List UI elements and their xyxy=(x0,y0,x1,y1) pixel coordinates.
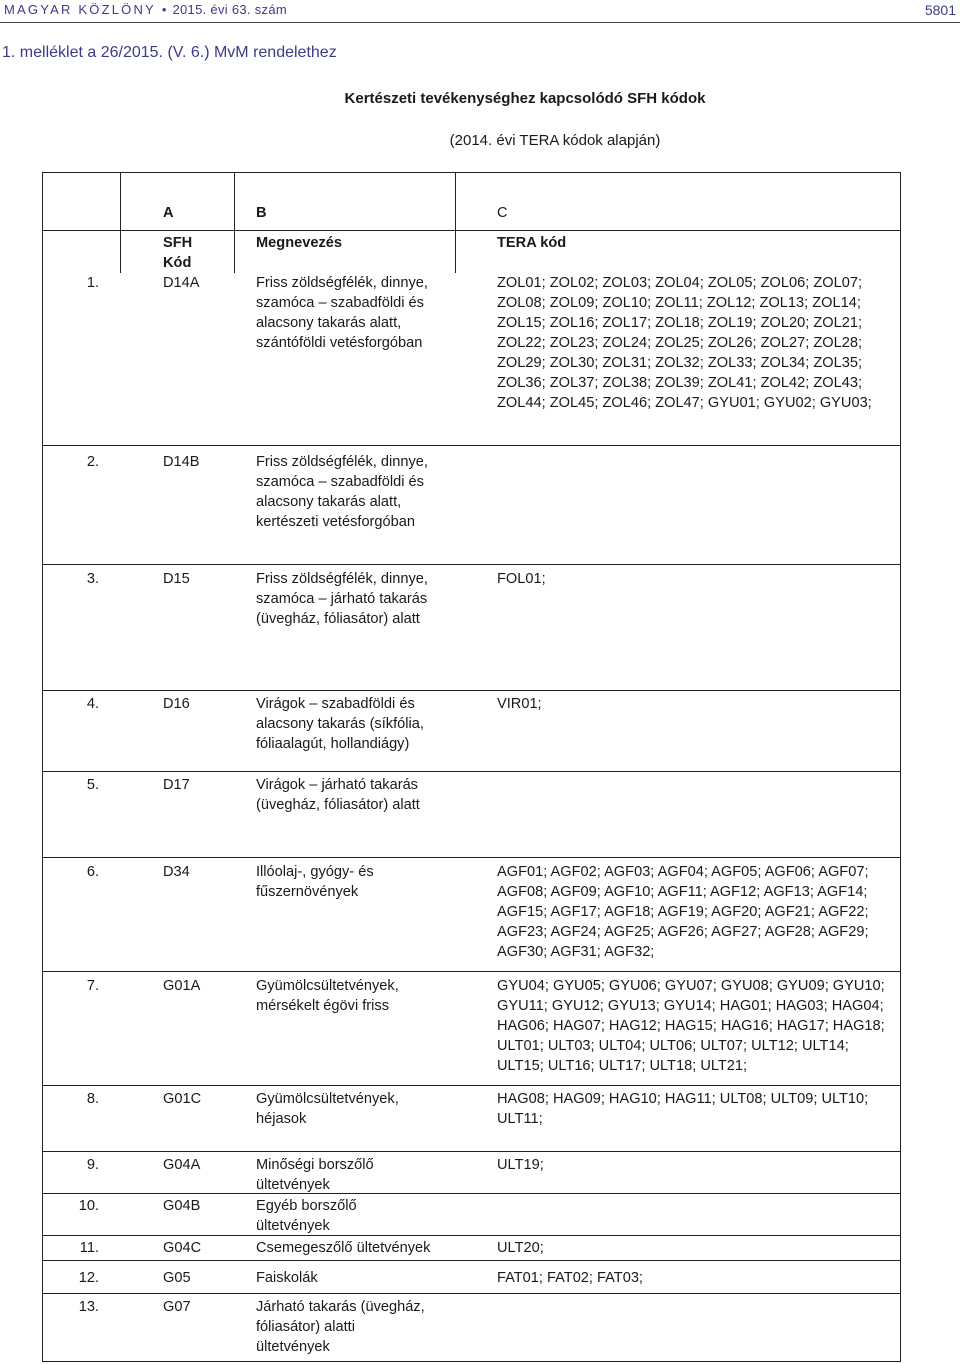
row-divider xyxy=(42,1293,901,1294)
row-name: Egyéb borszőlő ültetvények xyxy=(256,1198,357,1234)
row-tera-codes: VIR01; xyxy=(497,696,542,712)
row-name: Járható takarás (üvegház, fóliasátor) alatti ültetvények xyxy=(256,1299,425,1355)
header-tera-code: TERA kód xyxy=(497,235,567,251)
row-name: Faiskolák xyxy=(256,1270,318,1286)
journal-name: MAGYAR KÖZLÖNY • 2015. évi 63. szám xyxy=(4,2,288,17)
row-number: 9. xyxy=(86,1157,99,1173)
table-header-divider xyxy=(42,230,901,231)
row-number: 13. xyxy=(78,1299,99,1315)
row-divider xyxy=(42,857,901,858)
row-tera-codes: GYU04; GYU05; GYU06; GYU07; GYU08; GYU09; GYU10; GYU11; GYU12; GYU13; GYU14; HAG01; HAG03; HAG04; HAG06; HAG07; HAG12; HAG15; HAG16; HAG17; HAG18; ULT01; ULT03; ULT04; ULT06; ULT07; ULT12; ULT14; ULT15; ULT16; ULT17; ULT18; ULT21; xyxy=(497,978,885,1074)
row-name: Minőségi borszőlő ültetvények xyxy=(256,1157,374,1193)
row-tera-codes: ZOL01; ZOL02; ZOL03; ZOL04; ZOL05; ZOL06; ZOL07; ZOL08; ZOL09; ZOL10; ZOL11; ZOL12; ZOL13; ZOL14; ZOL15; ZOL16; ZOL17; ZOL18; ZOL19; ZOL20; ZOL21; ZOL22; ZOL23; ZOL24; ZOL25; ZOL26; ZOL27; ZOL28; ZOL29; ZOL30; ZOL31; ZOL32; ZOL33; ZOL34; ZOL35; ZOL36; ZOL37; ZOL38; ZOL39; ZOL41; ZOL42; ZOL43; ZOL44; ZOL45; ZOL46; ZOL47; GYU01; GYU02; GYU03; xyxy=(497,275,872,411)
row-sfh-code: G07 xyxy=(163,1299,191,1315)
column-letter-a: A xyxy=(163,205,174,221)
row-number: 12. xyxy=(78,1270,99,1286)
header-name: Megnevezés xyxy=(256,235,342,251)
row-sfh-code: G04B xyxy=(163,1198,201,1214)
row-sfh-code: D14B xyxy=(163,454,200,470)
row-sfh-code: D17 xyxy=(163,777,190,793)
row-divider xyxy=(42,445,901,446)
row-name: Illóolaj-, gyógy- és fűszernövények xyxy=(256,864,374,900)
row-sfh-code: G01A xyxy=(163,978,201,994)
row-number: 4. xyxy=(86,696,99,712)
row-sfh-code: D34 xyxy=(163,864,190,880)
header-rule xyxy=(0,22,960,23)
row-sfh-code: D16 xyxy=(163,696,190,712)
row-number: 3. xyxy=(86,571,99,587)
table-column-divider xyxy=(120,172,121,273)
page-number: 5801 xyxy=(924,2,956,18)
row-divider xyxy=(42,1193,901,1194)
row-divider xyxy=(42,971,901,972)
row-tera-codes: ULT20; xyxy=(497,1240,544,1256)
row-name: Gyümölcsültetvények, héjasok xyxy=(256,1091,399,1127)
row-number: 6. xyxy=(86,864,99,880)
column-letter-c: C xyxy=(497,205,508,221)
row-name: Friss zöldségfélék, dinnye, szamóca – szabadföldi és alacsony takarás alatt, kertészeti vetésforgóban xyxy=(256,454,428,530)
row-name: Virágok – szabadföldi és alacsony takarás (síkfólia, fóliaalagút, hollandiágy) xyxy=(256,696,424,752)
row-number: 5. xyxy=(86,777,99,793)
row-number: 1. xyxy=(86,275,99,291)
row-tera-codes: AGF01; AGF02; AGF03; AGF04; AGF05; AGF06; AGF07; AGF08; AGF09; AGF10; AGF11; AGF12; AGF13; AGF14; AGF15; AGF17; AGF18; AGF19; AGF20; AGF21; AGF22; AGF23; AGF24; AGF25; AGF26; AGF27; AGF28; AGF29; AGF30; AGF31; AGF32; xyxy=(497,864,869,960)
row-divider xyxy=(42,1260,901,1261)
page-header xyxy=(0,0,960,20)
row-tera-codes: HAG08; HAG09; HAG10; HAG11; ULT08; ULT09; ULT10; ULT11; xyxy=(497,1091,869,1127)
row-number: 11. xyxy=(79,1240,99,1256)
row-sfh-code: D14A xyxy=(163,275,200,291)
row-name: Csemegeszőlő ültetvények xyxy=(256,1240,431,1256)
table-column-divider xyxy=(234,172,235,273)
row-tera-codes: FAT01; FAT02; FAT03; xyxy=(497,1270,643,1286)
row-sfh-code: G01C xyxy=(163,1091,202,1107)
row-divider xyxy=(42,690,901,691)
row-number: 10. xyxy=(78,1198,99,1214)
column-letter-b: B xyxy=(256,205,267,221)
row-divider xyxy=(42,771,901,772)
row-name: Virágok – járható takarás (üvegház, fóliasátor) alatt xyxy=(256,777,420,813)
journal-issue: 2015. évi 63. szám xyxy=(172,2,288,17)
row-divider xyxy=(42,1151,901,1152)
row-divider xyxy=(42,1235,901,1236)
row-name: Friss zöldségfélék, dinnye, szamóca – szabadföldi és alacsony takarás alatt, szántóföldi vetésforgóban xyxy=(256,275,428,351)
row-number: 2. xyxy=(86,454,99,470)
row-sfh-code: G04C xyxy=(163,1240,202,1256)
journal-title: MAGYAR KÖZLÖNY xyxy=(4,2,156,17)
row-name: Friss zöldségfélék, dinnye, szamóca – járható takarás (üvegház, fóliasátor) alatt xyxy=(256,571,428,627)
row-sfh-code: D15 xyxy=(163,571,190,587)
table-column-divider xyxy=(455,172,456,273)
annex-title: 1. melléklet a 26/2015. (V. 6.) MvM rendelethez xyxy=(2,44,337,61)
document-title: Kertészeti tevékenységhez kapcsolódó SFH kódok xyxy=(344,90,706,107)
document-subtitle: (2014. évi TERA kódok alapján) xyxy=(449,132,661,149)
row-name: Gyümölcsültetvények, mérsékelt égövi friss xyxy=(256,978,399,1014)
row-sfh-code: G04A xyxy=(163,1157,201,1173)
row-tera-codes: FOL01; xyxy=(497,571,546,587)
row-number: 7. xyxy=(86,978,99,994)
row-tera-codes: ULT19; xyxy=(497,1157,544,1173)
row-divider xyxy=(42,1085,901,1086)
header-sfh-code: SFH Kód xyxy=(163,235,193,271)
row-sfh-code: G05 xyxy=(163,1270,191,1286)
row-divider xyxy=(42,564,901,565)
row-number: 8. xyxy=(86,1091,99,1107)
